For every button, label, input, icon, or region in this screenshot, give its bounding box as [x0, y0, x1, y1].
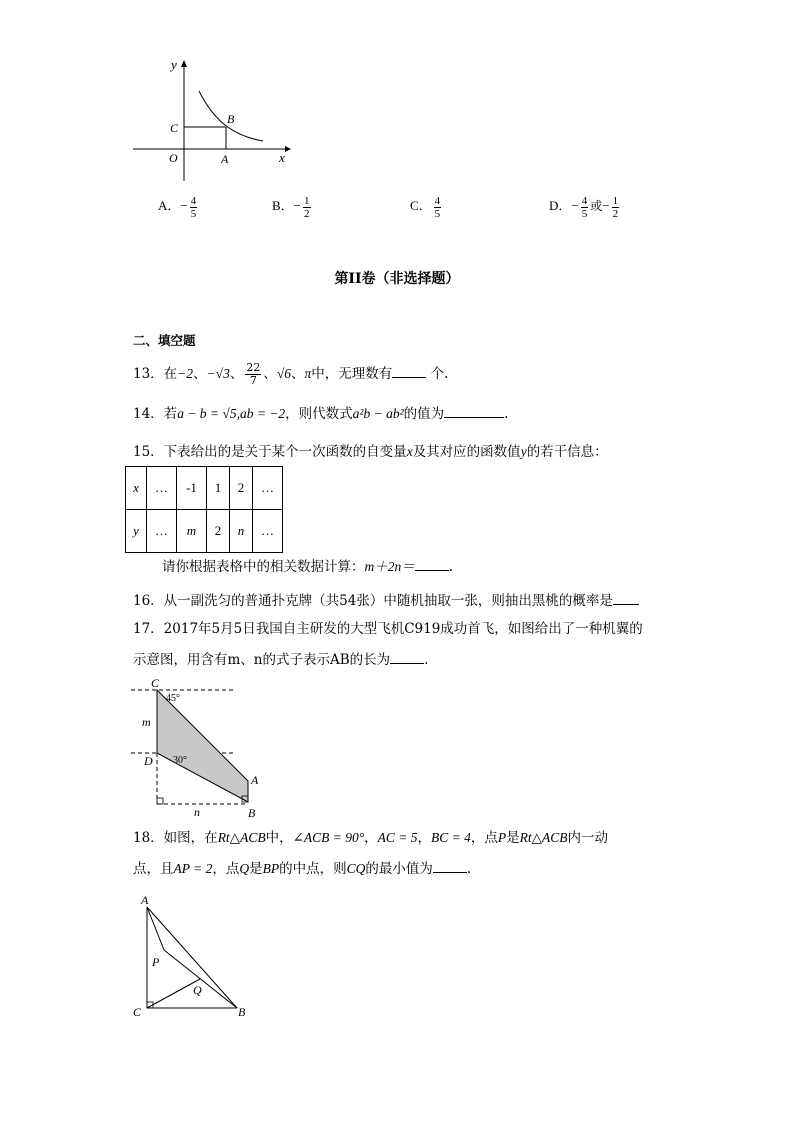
option-c[interactable]: C． $\frac{4}{5}$	[410, 194, 441, 220]
table-cell: x	[126, 467, 147, 510]
triangle-label-c: C	[133, 1005, 142, 1019]
option-d[interactable]: D．− $\frac{4}{5}$ 或− $\frac{1}{2}$	[549, 194, 619, 220]
table-cell: y	[126, 510, 147, 553]
table-cell: …	[253, 510, 283, 553]
question-17-line2: 示意图，用含有m、n的式子表示AB的长为 .	[133, 652, 429, 668]
xy-value-table	[125, 466, 283, 553]
table-cell: …	[147, 510, 177, 553]
wing-label-d: D	[144, 754, 153, 768]
question-16: 16．从一副洗匀的普通扑克牌（共54张）中随机抽取一张，则抽出黑桃的概率是	[133, 591, 639, 611]
right-angle-mark-bottom	[157, 798, 163, 804]
table-cell: …	[147, 467, 177, 510]
wing-shape	[157, 690, 248, 802]
triangle-label-p: P	[152, 955, 160, 969]
segment-ap	[147, 907, 164, 950]
wing-label-a: A	[251, 773, 259, 787]
answer-blank-16[interactable]	[613, 604, 639, 605]
triangle-label-q: Q	[193, 983, 202, 997]
question-15: 15．下表给出的是关于某个一次函数的自变量x及其对应的函数值y的若干信息：	[133, 444, 608, 460]
question-14: 14．若a − b = √5,ab = −2，则代数式a²b − ab²的值为 .	[133, 406, 509, 422]
table-cell: 2	[230, 467, 253, 510]
wing-label-c: C	[151, 676, 160, 690]
answer-blank-13[interactable]	[392, 377, 426, 378]
origin-label: O	[169, 151, 178, 165]
angle-30-label: 30°	[173, 755, 187, 766]
answer-blank-15[interactable]	[415, 570, 449, 571]
side-ab	[147, 907, 237, 1008]
wing-label-n: n	[194, 805, 200, 819]
answer-blank-18[interactable]	[433, 872, 467, 873]
table-row	[126, 510, 283, 553]
question-18-line2: 点，且AP = 2，点Q是BP的中点，则CQ的最小值为 .	[133, 861, 472, 877]
answer-blank-14[interactable]	[444, 417, 504, 418]
point-c-label: C	[170, 121, 179, 135]
table-row	[126, 467, 283, 510]
question-13: 13．在−2、−√3、 $\frac{22}{7}$ 、√6、π中，无理数有 个.	[133, 361, 449, 387]
y-axis-label: y	[171, 57, 177, 72]
table-cell: -1	[177, 467, 207, 510]
segment-pb	[164, 950, 237, 1008]
table-cell: n	[230, 510, 253, 553]
point-a-label: A	[221, 152, 229, 166]
section-heading: 二、填空题	[133, 333, 196, 348]
angle-45-label: 45°	[166, 693, 180, 704]
option-b[interactable]: B．− $\frac{1}{2}$	[272, 194, 310, 220]
table-cell: 1	[207, 467, 230, 510]
triangle-label-a: A	[141, 893, 149, 907]
question-17-line1: 17．2017年5月5日我国自主研发的大型飞机C919成功首飞，如图给出了一种机翼的	[133, 621, 643, 637]
section-title: 第II卷（非选择题）	[334, 271, 460, 287]
x-axis-label: x	[279, 150, 285, 165]
question-15-ask: 请你根据表格中的相关数据计算：m＋2n＝ .	[162, 559, 454, 575]
wing-label-m: m	[142, 715, 151, 729]
triangle-diagram	[128, 890, 268, 1025]
question-18-line1: 18．如图，在Rt△ACB中，∠ACB = 90°，AC = 5，BC = 4，点P是Rt△ACB内一动	[133, 830, 609, 846]
point-b-label: B	[227, 112, 235, 126]
option-a[interactable]: A．− $\frac{4}{5}$	[158, 194, 197, 220]
wing-diagram	[128, 674, 278, 820]
table-cell: m	[177, 510, 207, 553]
table-cell: …	[253, 467, 283, 510]
table-cell: 2	[207, 510, 230, 553]
y-axis-arrow-icon	[181, 60, 187, 67]
answer-blank-17[interactable]	[390, 663, 424, 664]
x-axis-arrow-icon	[285, 146, 291, 152]
triangle-label-b: B	[238, 1005, 246, 1019]
wing-label-b: B	[248, 806, 256, 820]
function-graph	[125, 55, 295, 185]
